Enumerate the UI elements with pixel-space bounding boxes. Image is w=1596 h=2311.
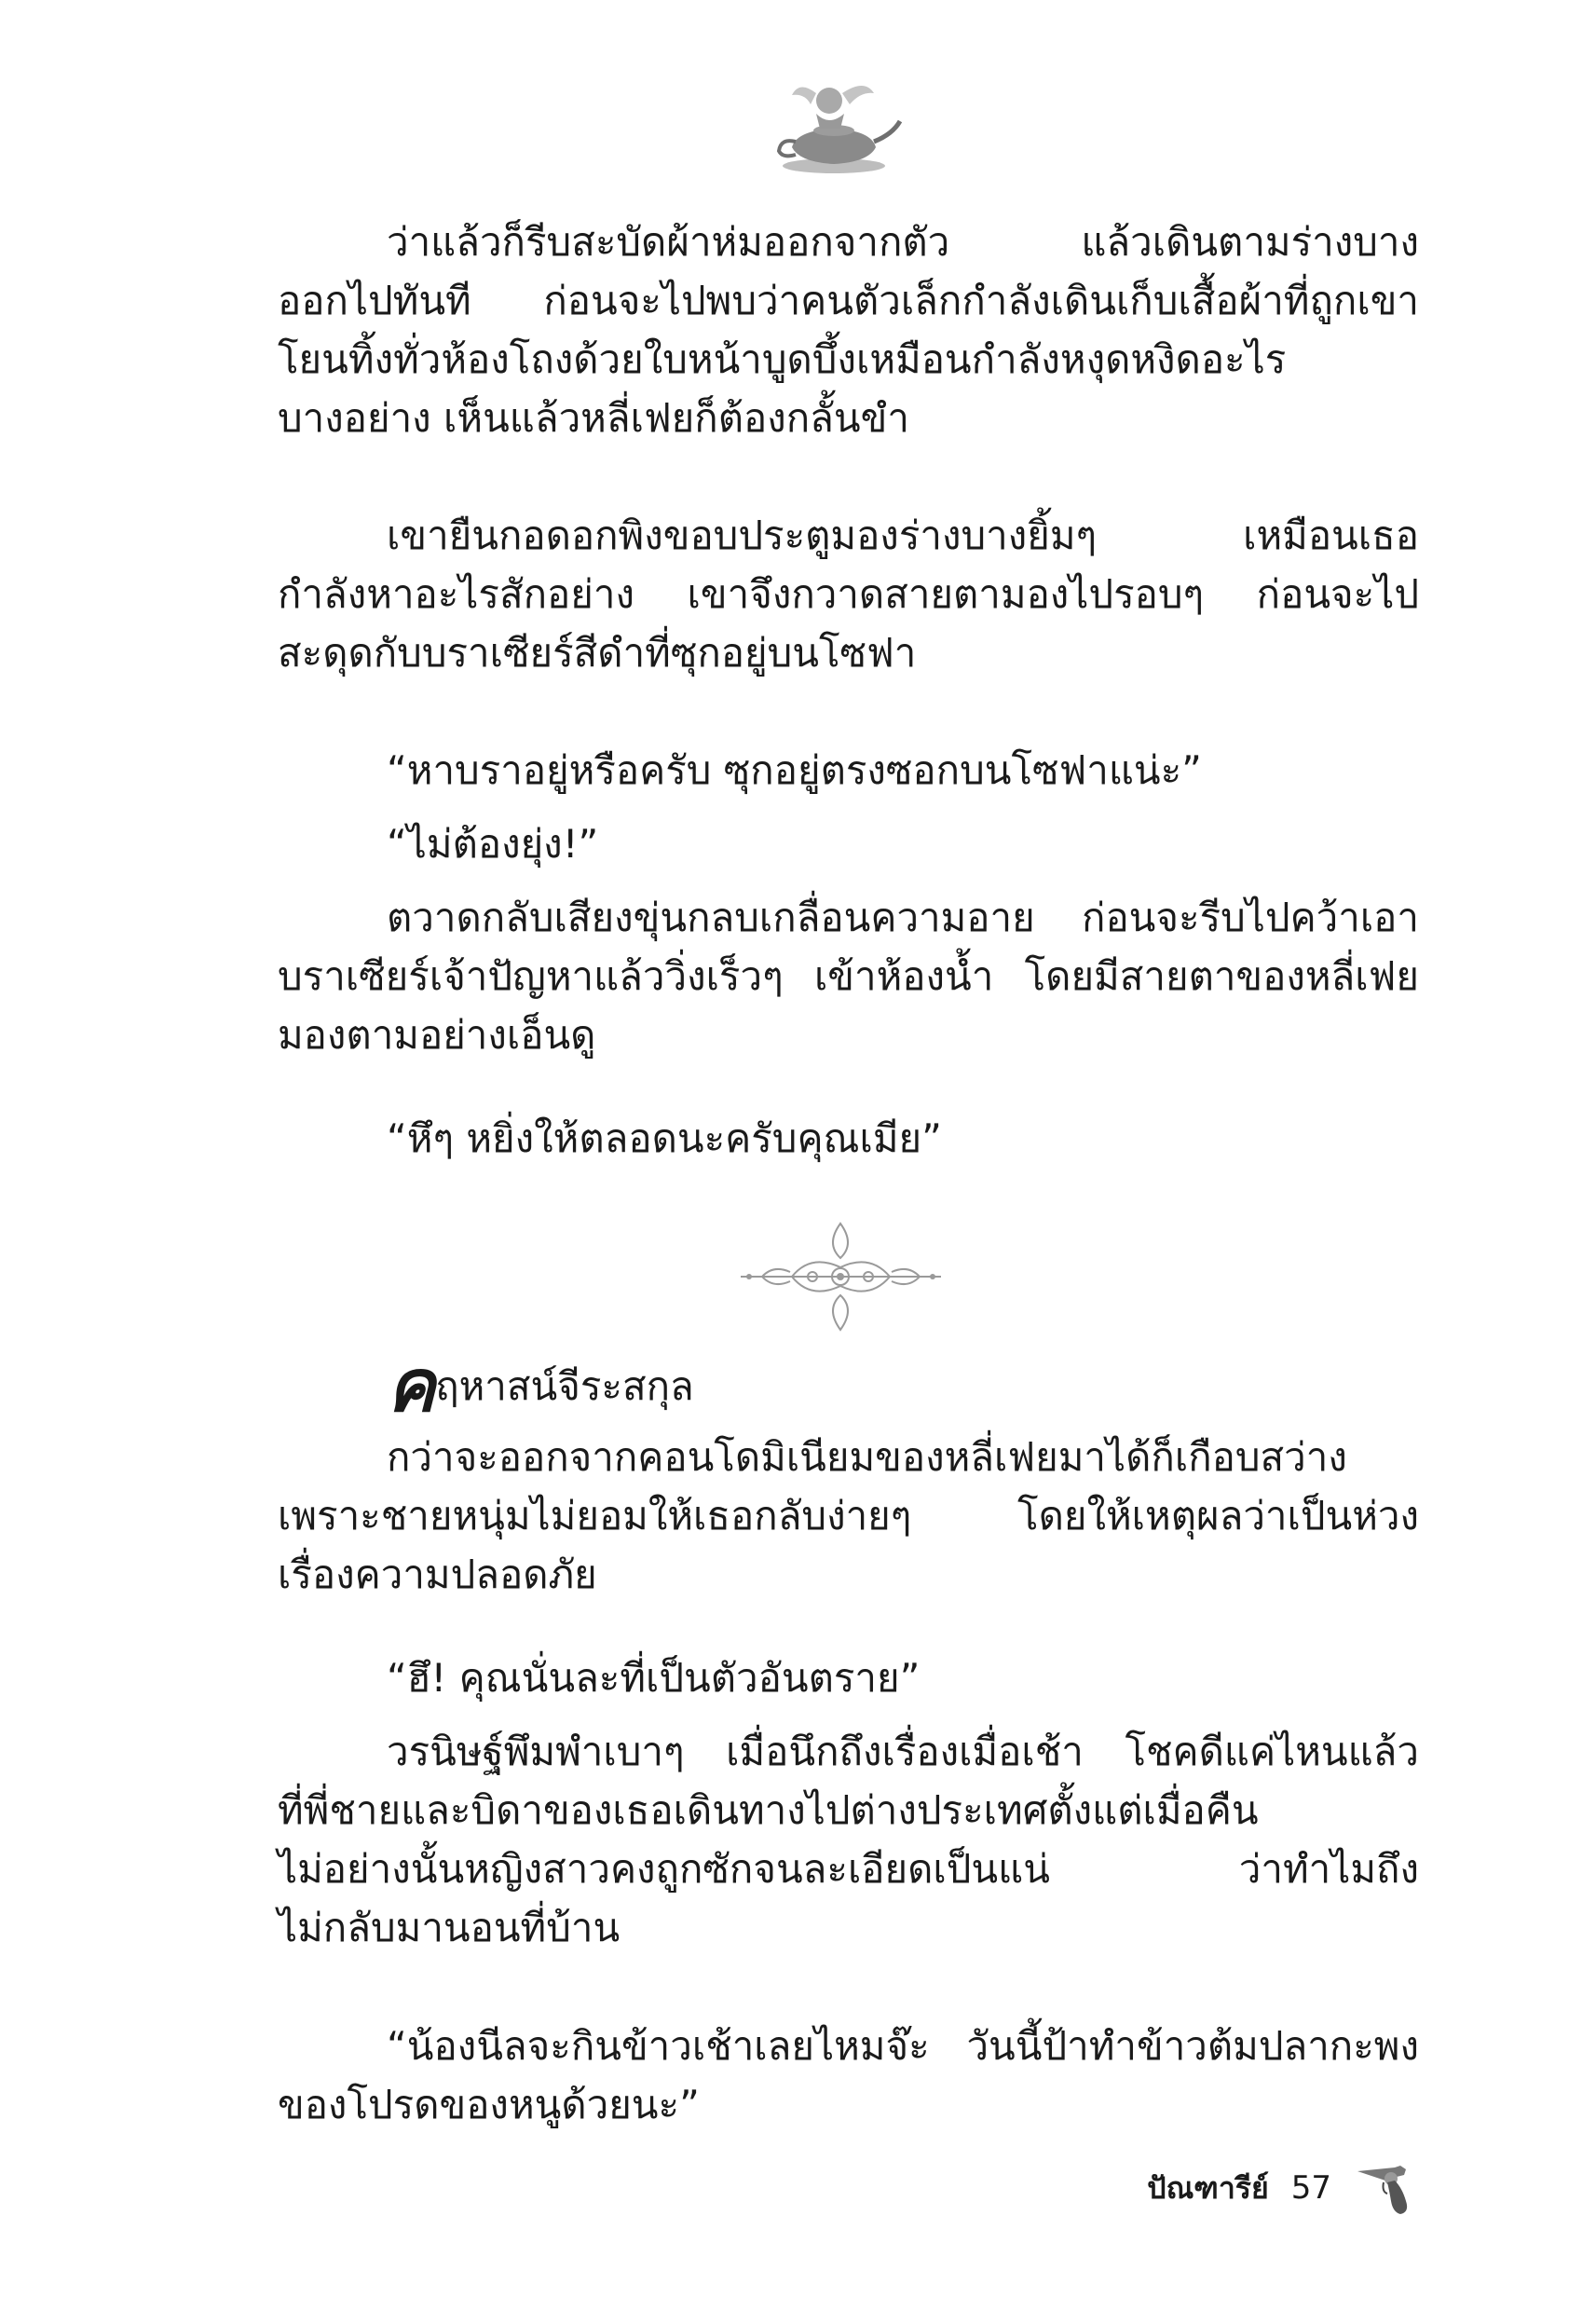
- book-title: ปัณฑารีย์: [1147, 2169, 1269, 2206]
- text-line: ที่พี่ชายและบิดาของเธอเดินทางไปต่างประเทศตั้งแต่เมื่อคืน: [278, 1787, 1259, 1833]
- text-line: เพราะชายหนุ่มไม่ยอมให้เธอกลับง่ายๆ โดยให้เหตุผลว่าเป็นห่วง: [278, 1493, 1419, 1538]
- text-line: “น้องนีลจะกินข้าวเช้าเลยไหมจ๊ะ วันนี้ป้าทำข้าวต้มปลากะพง: [387, 2023, 1419, 2069]
- paragraph-6: [278, 2017, 1419, 2134]
- text-line: “ฮึ! คุณนั่นละที่เป็นตัวอันตราย”: [387, 1655, 921, 1701]
- text-line: เรื่องความปลอดภัย: [278, 1552, 597, 1597]
- text-line: วรนิษฐ์พึมพำเบาๆ เมื่อนึกถึงเรื่องเมื่อเช้า โชคดีแค่ไหนแล้ว: [387, 1729, 1419, 1774]
- paragraph-1: [278, 212, 1419, 447]
- section-heading-text: ฤหาสน์จีระสกุล: [435, 1363, 694, 1409]
- page-number: 57: [1290, 2169, 1331, 2207]
- text-line: ไม่อย่างนั้นหญิงสาวคงถูกซักจนละเอียดเป็นแน่ ว่าทำไมถึง: [278, 1846, 1419, 1892]
- paragraph-5: [278, 1722, 1419, 1957]
- text-line: “หาบราอยู่หรือครับ ซุกอยู่ตรงซอกบนโซฟาแน่ะ”: [387, 747, 1202, 793]
- text-line: ออกไปทันที ก่อนจะไปพบว่าคนตัวเล็กกำลังเดินเก็บเสื้อผ้าที่ถูกเขา: [278, 278, 1419, 323]
- dialogue-1: [278, 741, 1419, 800]
- text-line: โยนทิ้งทั่วห้องโถงด้วยใบหน้าบูดบึ้งเหมือนกำลังหงุดหงิดอะไร: [278, 336, 1287, 382]
- text-line: บางอย่าง เห็นแล้วหลี่เฟยก็ต้องกลั้นขำ: [278, 395, 909, 441]
- paragraph-2: [278, 506, 1419, 682]
- paragraph-4: [278, 1428, 1419, 1604]
- text-line: ว่าแล้วก็รีบสะบัดผ้าห่มออกจากตัว แล้วเดินตามร่างบาง: [387, 219, 1419, 265]
- section-divider-ornament-icon: [736, 1216, 946, 1337]
- text-line: เขายืนกอดอกพิงขอบประตูมองร่างบางยิ้มๆ เหมือนเธอ: [387, 513, 1419, 558]
- text-line: ของโปรดของหนูด้วยนะ”: [278, 2082, 700, 2127]
- text-line: สะดุดกับบราเซียร์สีดำที่ซุกอยู่บนโซฟา: [278, 630, 917, 676]
- section-heading: [387, 1345, 694, 1429]
- revolver-icon: [1354, 2160, 1419, 2216]
- text-line: ตวาดกลับเสียงขุ่นกลบเกลื่อนความอาย ก่อนจะรีบไปคว้าเอา: [387, 895, 1419, 940]
- text-line: “ไม่ต้องยุ่ง!”: [387, 821, 599, 867]
- paragraph-3: [278, 888, 1419, 1064]
- dialogue-4: [278, 1648, 1419, 1707]
- text-line: ไม่กลับมานอนที่บ้าน: [278, 1905, 621, 1950]
- text-line: บราเซียร์เจ้าปัญหาแล้ววิ่งเร็วๆ เข้าห้องน้ำ โดยมีสายตาของหลี่เฟย: [278, 953, 1419, 999]
- lamp-ornament-icon: [764, 73, 904, 180]
- dialogue-3: [278, 1109, 1419, 1168]
- text-line: กำลังหาอะไรสักอย่าง เขาจึงกวาดสายตามองไปรอบๆ ก่อนจะไป: [278, 571, 1419, 617]
- dialogue-2: [278, 814, 1419, 873]
- page-footer: [1147, 2160, 1419, 2216]
- text-line: กว่าจะออกจากคอนโดมิเนียมของหลี่เฟยมาได้ก็เกือบสว่าง: [387, 1434, 1347, 1480]
- drop-cap: ค: [387, 1345, 436, 1429]
- text-line: “หึๆ หยิ่งให้ตลอดนะครับคุณเมีย”: [387, 1115, 942, 1161]
- text-line: มองตามอย่างเอ็นดู: [278, 1012, 596, 1058]
